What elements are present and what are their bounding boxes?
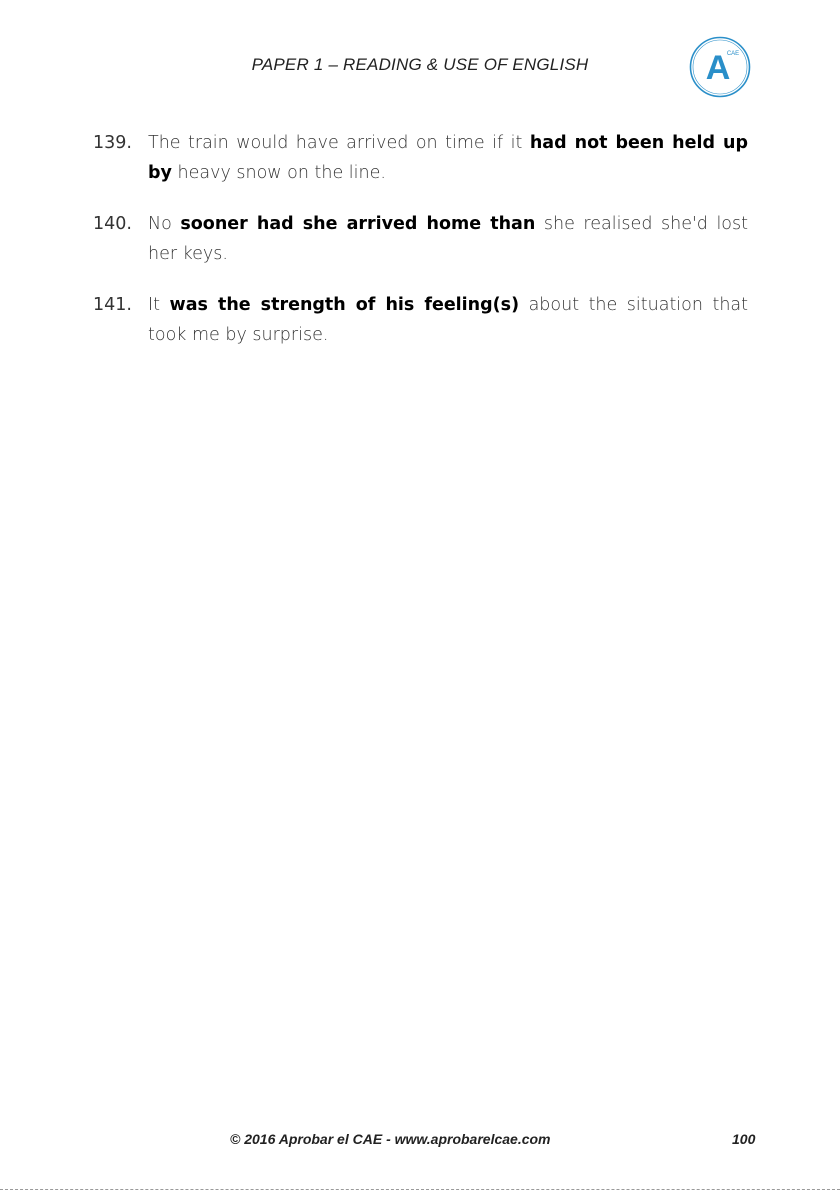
item-answer: sooner had she arrived home than bbox=[180, 214, 536, 234]
item-text-after: she realised she'd lost her keys. bbox=[148, 214, 748, 264]
aprobar-cae-logo bbox=[689, 36, 751, 98]
answer-item-140 bbox=[93, 209, 748, 269]
item-number: 140. bbox=[93, 214, 132, 234]
item-number: 141. bbox=[93, 295, 132, 315]
item-text-after: heavy snow on the line. bbox=[171, 163, 386, 183]
logo-letter: A bbox=[705, 49, 731, 87]
answer-item-139 bbox=[93, 128, 748, 188]
item-answer: had not been held up by bbox=[148, 133, 749, 183]
item-answer: was the strength of his feeling(s) bbox=[169, 295, 520, 315]
item-text bbox=[148, 290, 748, 350]
item-text-after: about the situation that took me by surprise. bbox=[148, 295, 748, 345]
bottom-divider bbox=[0, 1189, 840, 1190]
item-text-before: No bbox=[148, 214, 181, 234]
answer-list bbox=[93, 128, 748, 371]
item-text bbox=[148, 209, 748, 269]
footer-page-number: 100 bbox=[732, 1131, 756, 1147]
logo-subtext: CAE bbox=[726, 51, 740, 57]
item-text-before: The train would have arrived on time if it bbox=[148, 133, 530, 153]
page-header-title: PAPER 1 – READING & USE OF ENGLISH bbox=[251, 55, 589, 74]
item-number: 139. bbox=[93, 133, 132, 153]
item-text-before: It bbox=[148, 295, 170, 315]
answer-item-141 bbox=[93, 290, 748, 350]
item-text bbox=[148, 128, 748, 188]
footer-copyright: © 2016 Aprobar el CAE - www.aprobarelcae.com bbox=[230, 1131, 551, 1147]
